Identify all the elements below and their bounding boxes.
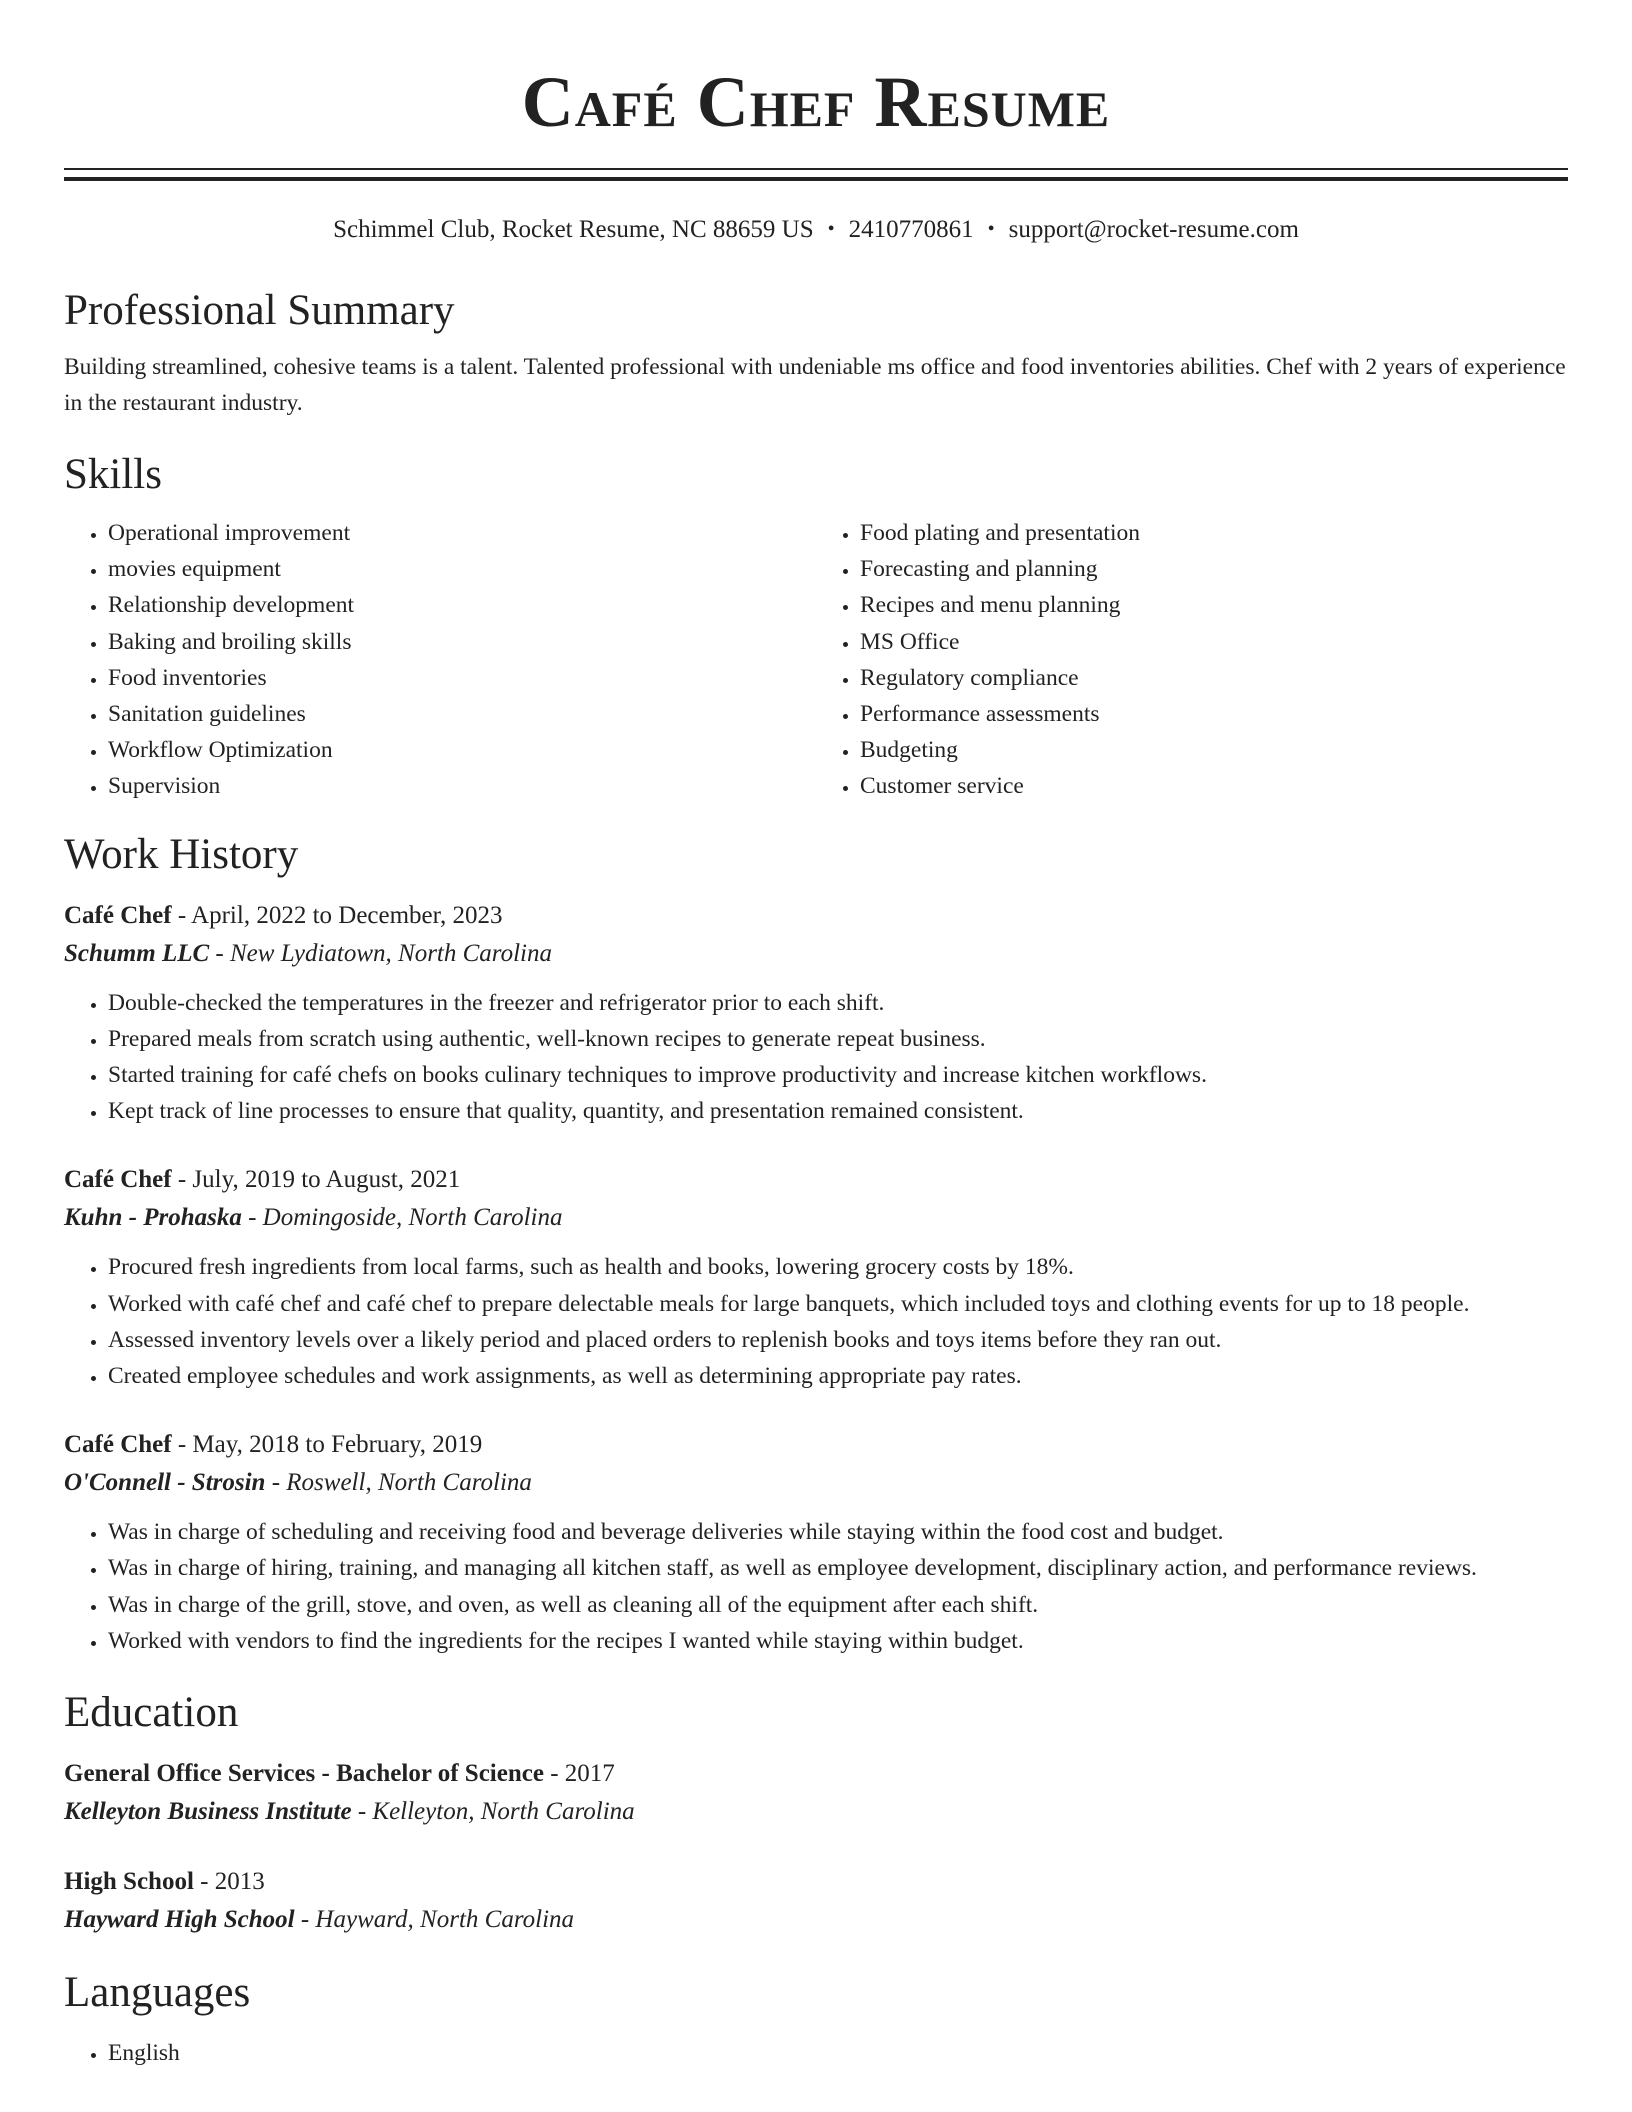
company-name: Kuhn - Prohaska <box>64 1204 242 1232</box>
skill-item: • Food plating and presentation <box>860 515 1568 551</box>
job-duty: • Kept track of line processes to ensure that quality, quantity, and presentation remained consistent. <box>108 1093 1568 1129</box>
school-name: Hayward High School <box>64 1906 295 1934</box>
divider-thick-line <box>64 177 1568 181</box>
company-location: - Roswell, North Carolina <box>265 1469 532 1497</box>
skill-item: • MS Office <box>860 624 1568 660</box>
skill-item: • movies equipment <box>108 551 816 587</box>
degree-line <box>64 1863 1568 1901</box>
company-location: - Domingoside, North Carolina <box>241 1204 563 1232</box>
divider-thin-line <box>64 168 1568 170</box>
job-dates: - April, 2022 to December, 2023 <box>171 901 503 929</box>
job-company-line <box>64 935 1568 973</box>
skill-item: • Budgeting <box>860 732 1568 768</box>
job-entry <box>64 1161 1568 1394</box>
graduation-year: - 2017 <box>543 1760 615 1788</box>
section-heading-work-history: Work History <box>64 830 299 878</box>
skill-item: • Forecasting and planning <box>860 551 1568 587</box>
job-title-line <box>64 1161 1568 1199</box>
skill-item: • Sanitation guidelines <box>108 696 816 732</box>
job-duty: • Was in charge of hiring, training, and managing all kitchen staff, as well as employee development, disciplinary action, and performance reviews. <box>108 1550 1568 1586</box>
section-heading-skills: Skills <box>64 451 162 498</box>
skills-list <box>64 515 1568 805</box>
job-title-line <box>64 897 1568 935</box>
section-heading-education: Education <box>64 1689 239 1737</box>
school-line <box>64 1793 1568 1831</box>
skill-item: • Recipes and menu planning <box>860 587 1568 623</box>
job-duty: • Assessed inventory levels over a likely period and placed orders to replenish books and toys items before they ran out. <box>108 1322 1568 1358</box>
job-entry <box>64 897 1568 1130</box>
graduation-year: - 2013 <box>193 1868 265 1896</box>
contact-email: support@rocket-resume.com <box>1008 216 1299 243</box>
skills-column-left <box>64 515 816 805</box>
company-name: O'Connell - Strosin <box>64 1469 266 1497</box>
job-title: Café Chef <box>64 901 172 929</box>
job-duty: • Started training for café chefs on books culinary techniques to improve productivity and increase kitchen workflows. <box>108 1057 1568 1093</box>
job-duty: • Was in charge of scheduling and receiving food and beverage deliveries while staying within the food cost and budget. <box>108 1514 1568 1550</box>
skill-item: • Baking and broiling skills <box>108 624 816 660</box>
section-heading-summary: Professional Summary <box>64 287 455 334</box>
job-duties <box>64 1249 1568 1394</box>
job-duties <box>64 1514 1568 1659</box>
section-heading-languages: Languages <box>64 1969 251 2017</box>
contact-phone: 2410770861 <box>848 216 974 243</box>
languages-items <box>64 2035 1568 2071</box>
skill-item: • Regulatory compliance <box>860 660 1568 696</box>
job-dates: - July, 2019 to August, 2021 <box>171 1166 461 1194</box>
job-company-line <box>64 1464 1568 1502</box>
degree-name: High School <box>64 1868 194 1896</box>
job-entry <box>64 1426 1568 1659</box>
skill-item: • Relationship development <box>108 587 816 623</box>
job-company-line <box>64 1199 1568 1237</box>
skills-column-right <box>816 515 1568 805</box>
title-divider <box>64 168 1568 182</box>
contact-line <box>64 212 1568 247</box>
degree-line <box>64 1755 1568 1793</box>
job-duty: • Prepared meals from scratch using authentic, well-known recipes to generate repeat business. <box>108 1021 1568 1057</box>
skill-item: • Food inventories <box>108 660 816 696</box>
job-duty: • Worked with vendors to find the ingredients for the recipes I wanted while staying within budget. <box>108 1623 1568 1659</box>
skill-item: • Operational improvement <box>108 515 816 551</box>
job-duty: • Double-checked the temperatures in the freezer and refrigerator prior to each shift. <box>108 985 1568 1021</box>
resume-page <box>64 0 1568 2071</box>
skill-item: • Performance assessments <box>860 696 1568 732</box>
summary-text: Building streamlined, cohesive teams is a talent. Talented professional with undeniable ms office and food inventories abilities. Chef with 2 years of experience in the restaurant industry. <box>64 354 1566 416</box>
school-line <box>64 1901 1568 1939</box>
page-title: Café Chef Resume <box>521 62 1111 142</box>
education-entry <box>64 1863 1568 1939</box>
degree-name: General Office Services - Bachelor of Science <box>64 1760 544 1788</box>
company-name: Schumm LLC <box>64 939 210 967</box>
school-location: - Kelleyton, North Carolina <box>351 1798 635 1826</box>
school-name: Kelleyton Business Institute <box>64 1798 352 1826</box>
job-dates: - May, 2018 to February, 2019 <box>171 1431 483 1459</box>
job-title: Café Chef <box>64 1166 172 1194</box>
job-title: Café Chef <box>64 1431 172 1459</box>
job-duty: • Created employee schedules and work assignments, as well as determining appropriate pay rates. <box>108 1358 1568 1394</box>
skill-item: • Supervision <box>108 768 816 804</box>
company-location: - New Lydiatown, North Carolina <box>209 939 552 967</box>
job-duty: • Was in charge of the grill, stove, and oven, as well as cleaning all of the equipment after each shift. <box>108 1587 1568 1623</box>
job-duties <box>64 985 1568 1130</box>
school-location: - Hayward, North Carolina <box>294 1906 575 1934</box>
education-entry <box>64 1755 1568 1831</box>
job-duty: • Procured fresh ingredients from local farms, such as health and books, lowering grocery costs by 18%. <box>108 1249 1568 1285</box>
language-item: • English <box>108 2035 1568 2071</box>
job-title-line <box>64 1426 1568 1464</box>
bullet-separator: • <box>827 218 835 240</box>
job-duty: • Worked with café chef and café chef to prepare delectable meals for large banquets, which included toys and clothing events for up to 18 people. <box>108 1286 1568 1322</box>
languages-list <box>64 2035 1568 2071</box>
bullet-separator: • <box>987 218 995 240</box>
skill-item: • Customer service <box>860 768 1568 804</box>
contact-address: Schimmel Club, Rocket Resume, NC 88659 US <box>333 216 814 243</box>
skill-item: • Workflow Optimization <box>108 732 816 768</box>
